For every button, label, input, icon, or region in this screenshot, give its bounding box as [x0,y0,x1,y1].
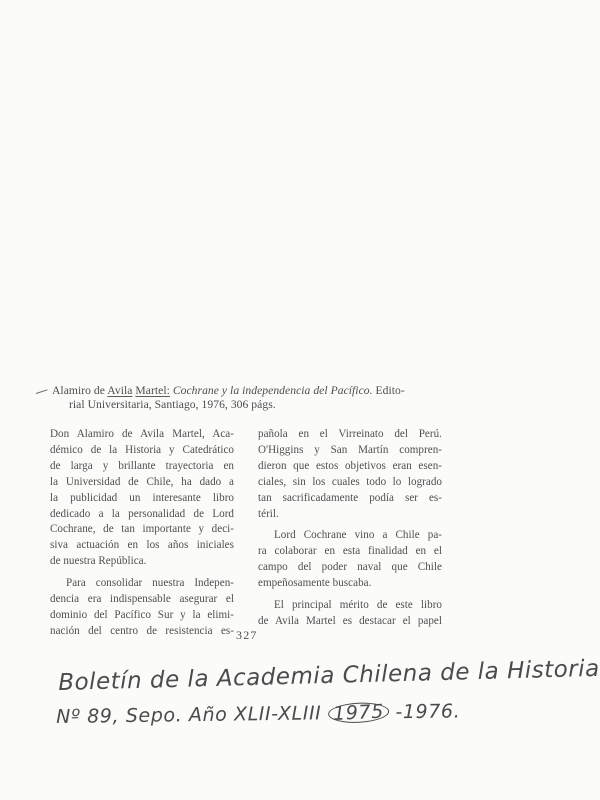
right-column-line: O'Higgins y San Martín compren- [258,443,442,456]
right-column-line: Lord Cochrane vino a Chile pa- [274,529,442,542]
handwritten-journal-title: Boletín de la Academia Chilena de la Historia [57,655,600,696]
book-citation [52,384,462,413]
citation-publisher-start: Edito- [375,384,405,397]
citation-author-rest: Martel: [135,384,170,397]
left-column-line: la publicidad un interesante libro [50,491,234,504]
right-column-line: campo del poder naval que Chile [258,561,442,574]
right-column-line: dieron que estos objetivos eran esen- [258,459,442,472]
right-column-line: El principal mérito de este libro [274,599,442,612]
left-column-line: dominio del Pacífico Sur y la elimi- [50,608,234,621]
left-column-line: nación del centro de resistencia es- [50,624,234,637]
handwritten-issue-line [56,701,460,727]
left-column-line: dencia era indispensable asegurar el [50,593,234,606]
right-column-line: pañola en el Virreinato del Perú. [258,428,442,440]
left-column-line: Cochrane, de tan importante y deci- [50,523,234,536]
handwritten-issue-text: Nº 89, Sepo. Año XLII-XLIII [55,702,322,728]
citation-title: Cochrane y la independencia del Pacífico. [172,384,373,397]
right-column-line: ra colaborar en esta finalidad en el [258,545,442,558]
citation-author-underlined: Avila [107,384,133,397]
left-column-line: dedicado a la personalidad de Lord [50,507,234,520]
handwritten-reference-note [55,655,600,748]
left-column-line: Don Alamiro de Avila Martel, Aca- [50,428,234,440]
left-column-line: de nuestra República. [50,555,147,568]
left-column-line: de larga y brillante trayectoria en [50,459,234,472]
left-text-column [50,427,234,640]
citation-line-1 [52,384,462,398]
right-text-column [258,427,442,630]
citation-author: Alamiro de [52,384,105,397]
blank-upper-page-area [0,0,510,370]
left-column-line: la Universidad de Chile, ha dado a [50,475,234,488]
circled-year: 1975 [328,701,390,724]
left-column-line: siva actuación en los años iniciales [50,539,234,552]
right-column-line: de Avila Martel es destacar el papel [258,614,442,627]
left-column-line: démico de la Historia y Catedrático [50,443,234,456]
right-column-line: ciales, sin los cuales todo lo logrado [258,475,442,488]
right-column-line: empeñosamente buscaba. [258,577,372,590]
handwritten-year-range-end: -1976. [395,700,461,724]
right-column-line: tan sacrificadamente podía ser es- [258,491,442,504]
page-number: 327 [236,628,258,642]
citation-line-2: rial Universitaria, Santiago, 1976, 306 págs. [69,398,276,412]
margin-pen-mark [36,389,48,394]
right-column-line: téril. [258,507,279,520]
left-column-line: Para consolidar nuestra Indepen- [66,577,234,590]
